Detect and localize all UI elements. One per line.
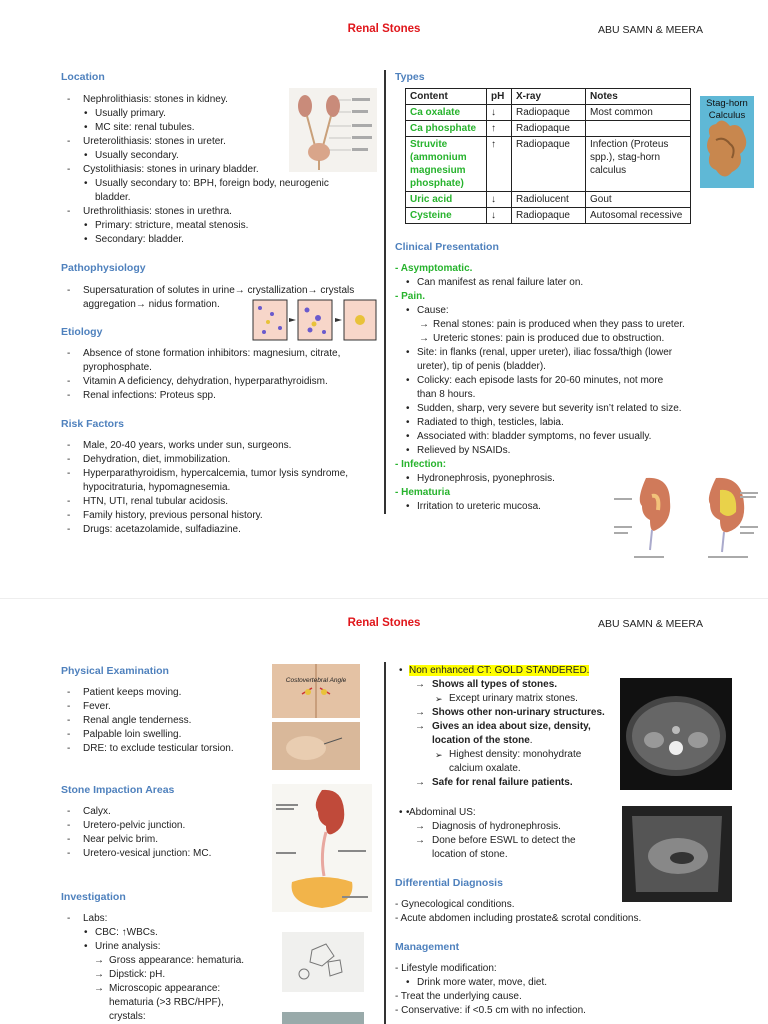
list-item: • CBC: ↑WBCs. bbox=[61, 926, 281, 940]
table-cell: Autosomal recessive bbox=[586, 208, 691, 224]
list-item: • Urine analysis: bbox=[61, 940, 281, 954]
list-item: • • Abdominal US: bbox=[395, 806, 625, 820]
authors: ABU SAMN & MEERA bbox=[598, 24, 704, 36]
urinary-tract-illustration bbox=[289, 88, 377, 172]
list-item: • Radiated to thigh, testicles, labia. bbox=[395, 416, 715, 430]
page-title: Renal Stones bbox=[347, 617, 421, 629]
list-item: - Vitamin A deficiency, dehydration, hyperparathyroidism. bbox=[61, 375, 381, 389]
section-heading: Physical Examination bbox=[61, 665, 169, 677]
list-item: - Drugs: acetazolamide, sulfadiazine. bbox=[61, 523, 381, 537]
page-title: Renal Stones bbox=[347, 23, 421, 35]
section-heading: Investigation bbox=[61, 891, 126, 903]
list-item: • Colicky: each episode lasts for 20-60 minutes, not more bbox=[395, 374, 715, 388]
list-item: → Ureteric stones: pain is produced due to obstruction. bbox=[419, 333, 665, 344]
table-row bbox=[406, 121, 691, 137]
list-item: - Male, 20-40 years, works under sun, surgeons. bbox=[61, 439, 381, 453]
table-row bbox=[406, 105, 691, 121]
palpation-photo bbox=[272, 722, 360, 770]
table-cell: ↑ bbox=[487, 121, 512, 137]
table-row bbox=[406, 192, 691, 208]
list-item: - Palpable loin swelling. bbox=[61, 728, 271, 742]
list-item: - Pain. bbox=[395, 291, 426, 302]
list-item: ureter), tip of penis (bladder). bbox=[417, 361, 546, 372]
table-cell: Struvite (ammonium magnesium phosphate) bbox=[406, 137, 487, 192]
list-item-text: Safe for renal failure patients. bbox=[432, 777, 573, 788]
risk-factors-section bbox=[61, 417, 381, 537]
list-item-text: location of the stone bbox=[432, 735, 530, 746]
list-item bbox=[395, 734, 625, 748]
list-item-text: Diagnosis of hydronephrosis. bbox=[432, 821, 561, 832]
differential-diagnosis-section bbox=[395, 876, 725, 926]
list-item: - Hyperparathyroidism, hypercalcemia, tumor lysis syndrome, bbox=[61, 467, 381, 481]
list-item: - Ureterolithiasis: stones in ureter. bbox=[61, 135, 381, 149]
list-item: • Usually primary. bbox=[61, 107, 381, 121]
list-item: • Non enhanced CT: GOLD STANDERED. bbox=[399, 665, 590, 676]
list-item: → Shows all types of stones. bbox=[415, 679, 558, 690]
list-item: ➢ Highest density: monohydrate bbox=[435, 749, 582, 760]
highlighted-text: Non enhanced CT: GOLD STANDERED. bbox=[409, 665, 590, 676]
list-item: • Usually secondary. bbox=[61, 149, 381, 163]
list-item: - Treat the underlying cause. bbox=[395, 991, 522, 1002]
list-item: → Dipstick: pH. bbox=[61, 968, 281, 982]
urine-crystals-micrograph bbox=[282, 932, 364, 992]
list-item: - Dehydration, diet, immobilization. bbox=[61, 453, 381, 467]
section-heading: Management bbox=[395, 941, 460, 953]
stone-impaction-section bbox=[61, 783, 271, 861]
list-item: → Renal stones: pain is produced when they pass to ureter. bbox=[419, 319, 685, 330]
physical-examination-section bbox=[61, 664, 271, 756]
list-item: - Supersaturation of solutes in urine→ crystallization→ crystals bbox=[61, 284, 391, 298]
table-header: Content bbox=[406, 89, 487, 105]
impaction-sites-illustration bbox=[272, 784, 372, 912]
section-heading: Pathophysiology bbox=[61, 262, 146, 274]
list-item: - Uretero-vesical junction: MC. bbox=[61, 847, 271, 861]
list-item: - Infection: bbox=[395, 459, 447, 470]
section-heading: Differential Diagnosis bbox=[395, 877, 503, 889]
list-item: location of stone. bbox=[432, 849, 508, 860]
table-header: pH bbox=[487, 89, 512, 105]
list-item: • Usually secondary to: BPH, foreign body, neurogenic bbox=[61, 177, 381, 191]
management-section bbox=[395, 940, 725, 1018]
section-heading: Etiology bbox=[61, 326, 103, 338]
section-heading: Clinical Presentation bbox=[395, 241, 499, 253]
hydronephrosis-illustration bbox=[612, 472, 760, 564]
section-heading: Risk Factors bbox=[61, 418, 125, 430]
list-item: • Irritation to ureteric mucosa. bbox=[395, 500, 715, 514]
list-item: • Associated with: bladder symptoms, no fever usually. bbox=[395, 430, 715, 444]
list-item: - Uretero-pelvic junction. bbox=[61, 819, 271, 833]
xray-image bbox=[282, 1012, 364, 1024]
table-cell: Gout bbox=[586, 192, 691, 208]
list-item: • MC site: renal tubules. bbox=[61, 121, 381, 135]
table-cell: Infection (Proteus spp.), stag-horn calculus bbox=[586, 137, 691, 192]
table-cell: Cysteine bbox=[406, 208, 487, 224]
image-caption: Stag-horn Calculus bbox=[706, 98, 748, 121]
list-item: - Near pelvic brim. bbox=[61, 833, 271, 847]
list-item: - Gynecological conditions. bbox=[395, 899, 515, 910]
table-row bbox=[406, 137, 691, 192]
list-item: • Cause: bbox=[395, 304, 715, 318]
list-item: → Gross appearance: hematuria. bbox=[61, 954, 281, 968]
list-item-text: Ureteric stones: pain is produced due to obstruction. bbox=[433, 333, 665, 344]
table-cell: Radiopaque bbox=[512, 105, 586, 121]
list-item: - Asymptomatic. bbox=[395, 263, 473, 274]
list-item: • Drink more water, move, diet. bbox=[395, 976, 725, 990]
list-item-text: Shows other non-urinary structures. bbox=[432, 707, 605, 718]
list-item: - Patient keeps moving. bbox=[61, 686, 271, 700]
table-cell: ↓ bbox=[487, 208, 512, 224]
table-cell: Uric acid bbox=[406, 192, 487, 208]
list-item: → Safe for renal failure patients. bbox=[415, 777, 573, 788]
list-item: aggregation→ nidus formation. bbox=[83, 299, 220, 310]
list-item: • Relieved by NSAIDs. bbox=[395, 444, 715, 458]
list-item-text: Renal stones: pain is produced when they pass to ureter. bbox=[433, 319, 685, 330]
etiology-section bbox=[61, 325, 381, 403]
list-item: - Family history, previous personal history. bbox=[61, 509, 381, 523]
list-item-text: Highest density: monohydrate bbox=[449, 749, 582, 760]
list-item: calcium oxalate. bbox=[449, 763, 521, 774]
list-item: • Can manifest as renal failure later on. bbox=[395, 276, 715, 290]
table-header: Notes bbox=[586, 89, 691, 105]
table-cell: Radiolucent bbox=[512, 192, 586, 208]
list-item-text: Gives an idea about size, density, bbox=[432, 721, 591, 732]
list-item: ➢ Except urinary matrix stones. bbox=[435, 693, 578, 704]
list-item-text: Abdominal US: bbox=[409, 807, 476, 818]
list-item: - Conservative: if <0.5 cm with no infection. bbox=[395, 1005, 586, 1016]
list-item-text: . bbox=[529, 735, 533, 746]
section-heading: Location bbox=[61, 71, 105, 83]
list-item-text: Shows all types of stones. bbox=[432, 679, 558, 690]
table-cell: ↓ bbox=[487, 192, 512, 208]
list-item: than 8 hours. bbox=[417, 389, 476, 400]
list-item: - Fever. bbox=[61, 700, 271, 714]
staghorn-calculus-photo bbox=[700, 96, 754, 188]
list-item: - Lifestyle modification: bbox=[395, 963, 497, 974]
table-cell: Radiopaque bbox=[512, 208, 586, 224]
column-divider bbox=[384, 662, 386, 1024]
list-item: • Site: in flanks (renal, upper ureter), iliac fossa/thigh (lower bbox=[395, 346, 715, 360]
section-heading: Types bbox=[395, 71, 425, 83]
list-item: → Done before ESWL to detect the bbox=[415, 835, 576, 846]
list-item-text: Done before ESWL to detect the bbox=[432, 835, 576, 846]
list-item: - Cystolithiasis: stones in urinary bladder. bbox=[61, 163, 381, 177]
list-item: • Primary: stricture, meatal stenosis. bbox=[61, 219, 381, 233]
list-item: hematuria (>3 RBC/HPF), bbox=[109, 997, 224, 1008]
table-header: X-ray bbox=[512, 89, 586, 105]
table-cell: Radiopaque bbox=[512, 137, 586, 192]
table-cell: ↓ bbox=[487, 105, 512, 121]
table-cell: Radiopaque bbox=[512, 121, 586, 137]
table-cell: Most common bbox=[586, 105, 691, 121]
list-item: - HTN, UTI, renal tubular acidosis. bbox=[61, 495, 381, 509]
list-item: hypocitraturia, hypomagnesemia. bbox=[83, 482, 231, 493]
list-item: → Diagnosis of hydronephrosis. bbox=[415, 821, 561, 832]
list-item-text: Except urinary matrix stones. bbox=[449, 693, 578, 704]
list-item: - Calyx. bbox=[61, 805, 271, 819]
list-item: - Hematuria bbox=[395, 487, 451, 498]
section-heading: Stone Impaction Areas bbox=[61, 784, 175, 796]
list-item: crystals: bbox=[109, 1011, 146, 1022]
list-item: - Nephrolithiasis: stones in kidney. bbox=[61, 93, 381, 107]
list-item: - Renal angle tenderness. bbox=[61, 714, 271, 728]
table-cell: Ca phosphate bbox=[406, 121, 487, 137]
table-row bbox=[406, 208, 691, 224]
list-item: → Gives an idea about size, density, bbox=[415, 721, 591, 732]
list-item: • Hydronephrosis, pyonephrosis. bbox=[395, 472, 715, 486]
table-cell: ↑ bbox=[487, 137, 512, 192]
list-item: - Labs: bbox=[61, 912, 281, 926]
table-cell: Ca oxalate bbox=[406, 105, 487, 121]
list-item: - Renal infections: Proteus spp. bbox=[61, 389, 381, 403]
stone-types-table bbox=[405, 88, 691, 224]
ultrasound-section bbox=[395, 806, 625, 862]
table-cell bbox=[586, 121, 691, 137]
ct-section bbox=[395, 664, 625, 790]
authors: ABU SAMN & MEERA bbox=[598, 618, 704, 630]
list-item: - Urethrolithiasis: stones in urethra. bbox=[61, 205, 381, 219]
list-item: - Acute abdomen including prostate& scrotal conditions. bbox=[395, 913, 642, 924]
costovertebral-angle-photo bbox=[272, 664, 360, 718]
list-item: - Absence of stone formation inhibitors: magnesium, citrate, bbox=[61, 347, 381, 361]
list-item: • Secondary: bladder. bbox=[61, 233, 381, 247]
list-item: pyrophosphate. bbox=[83, 362, 152, 373]
list-item: → Microscopic appearance: bbox=[61, 982, 281, 996]
ct-scan-image bbox=[620, 678, 732, 790]
page-divider bbox=[0, 598, 768, 599]
image-label: Costovertebral Angle bbox=[285, 677, 347, 684]
list-item: - DRE: to exclude testicular torsion. bbox=[61, 742, 271, 756]
list-item: bladder. bbox=[95, 192, 131, 203]
list-item: • Sudden, sharp, very severe but severity isn’t related to size. bbox=[395, 402, 715, 416]
list-item: → Shows other non-urinary structures. bbox=[415, 707, 605, 718]
investigation-section bbox=[61, 890, 281, 1024]
